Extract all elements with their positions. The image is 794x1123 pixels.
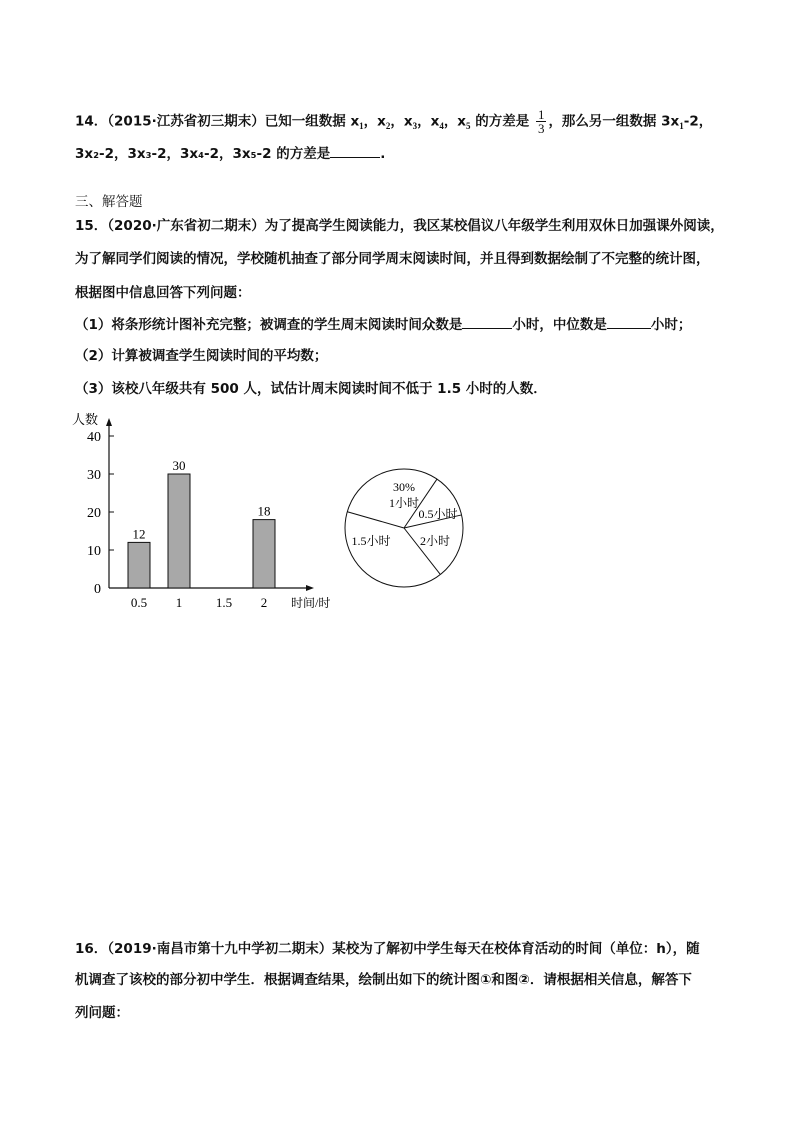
answer-blank-median	[607, 314, 651, 329]
bar-data-label: 12	[132, 526, 146, 542]
answer-blank-mode	[462, 314, 512, 329]
q16-line3: 列问题：	[75, 1005, 129, 1021]
x-tick-label: 1.5	[215, 595, 233, 608]
y-tick-label: 30	[87, 468, 101, 483]
x-axis-title: 时间/时	[291, 596, 331, 608]
y-tick-label: 40	[87, 430, 101, 445]
pie-slice-label: 30%	[393, 480, 415, 494]
x-tick-label: 2	[260, 595, 268, 608]
q14-text-a: 14．（2015·江苏省初三期末）已知一组数据 x	[75, 113, 360, 130]
q15-sub2: （2）计算被调查学生阅读时间的平均数；	[75, 348, 328, 364]
pie-slice-label: 1小时	[388, 496, 420, 510]
pie-chart	[337, 462, 477, 602]
pie-slice-label: 0.5小时	[418, 507, 458, 521]
y-tick-label: 20	[87, 506, 101, 521]
x-tick-label: 0.5	[130, 595, 148, 608]
y-axis-arrow	[106, 418, 112, 426]
q15-line3: 根据图中信息回答下列问题：	[75, 285, 251, 301]
bar-chart	[70, 408, 360, 608]
pie-slice-label: 2小时	[419, 534, 451, 548]
answer-blank	[330, 143, 380, 158]
q16-line2: 机调查了该校的部分初中学生．根据调查结果，绘制出如下的统计图①和图②．请根据相关信息，解答下	[75, 972, 692, 988]
x-axis-arrow	[306, 585, 314, 591]
y-axis-title: 人数	[72, 412, 99, 427]
q14-line1: 14．（2015·江苏省初三期末）已知一组数据 $x_1$，$x_2$，$x_3$，$x_4$，$x_5$ 的方差是 $\frac{1}{3}$ ，那么另一组数据 $3x_1-2$，	[75, 107, 713, 136]
q15-line1: 15．（2020·广东省初二期末）为了提高学生阅读能力，我区某校倡议八年级学生利用双休日加强课外阅读，	[75, 218, 724, 234]
bar	[168, 474, 190, 588]
bar	[128, 542, 150, 588]
q14-line2: 3x₂-2，3x₃-2，3x₄-2，3x₅-2 的方差是 .	[75, 143, 385, 164]
section-heading: 三、解答题	[75, 194, 143, 210]
bar-data-label: 18	[257, 503, 271, 519]
pie-slice-label: 1.5小时	[351, 534, 391, 548]
fraction-one-third: $\frac{1}{3}$	[537, 107, 545, 136]
q15-sub1: （1）将条形统计图补充完整；被调查的学生周末阅读时间众数是 小时，中位数是 小时；	[75, 314, 691, 335]
y-tick-label: 10	[87, 544, 101, 559]
bar	[253, 520, 275, 588]
q15-line2: 为了解同学们阅读的情况，学校随机抽查了部分同学周末阅读时间，并且得到数据绘制了不完整的统计图，	[75, 251, 710, 267]
bar-data-label: 30	[172, 458, 186, 473]
q16-line1: 16．（2019·南昌市第十九中学初二期末）某校为了解初中学生每天在校体育活动的时间（单位：h），随	[75, 941, 700, 957]
y-tick-label: 0	[94, 582, 101, 597]
q15-sub3: （3）该校八年级共有 500 人，试估计周末阅读时间不低于 1.5 小时的人数．	[75, 381, 547, 397]
x-tick-label: 1	[175, 595, 183, 608]
